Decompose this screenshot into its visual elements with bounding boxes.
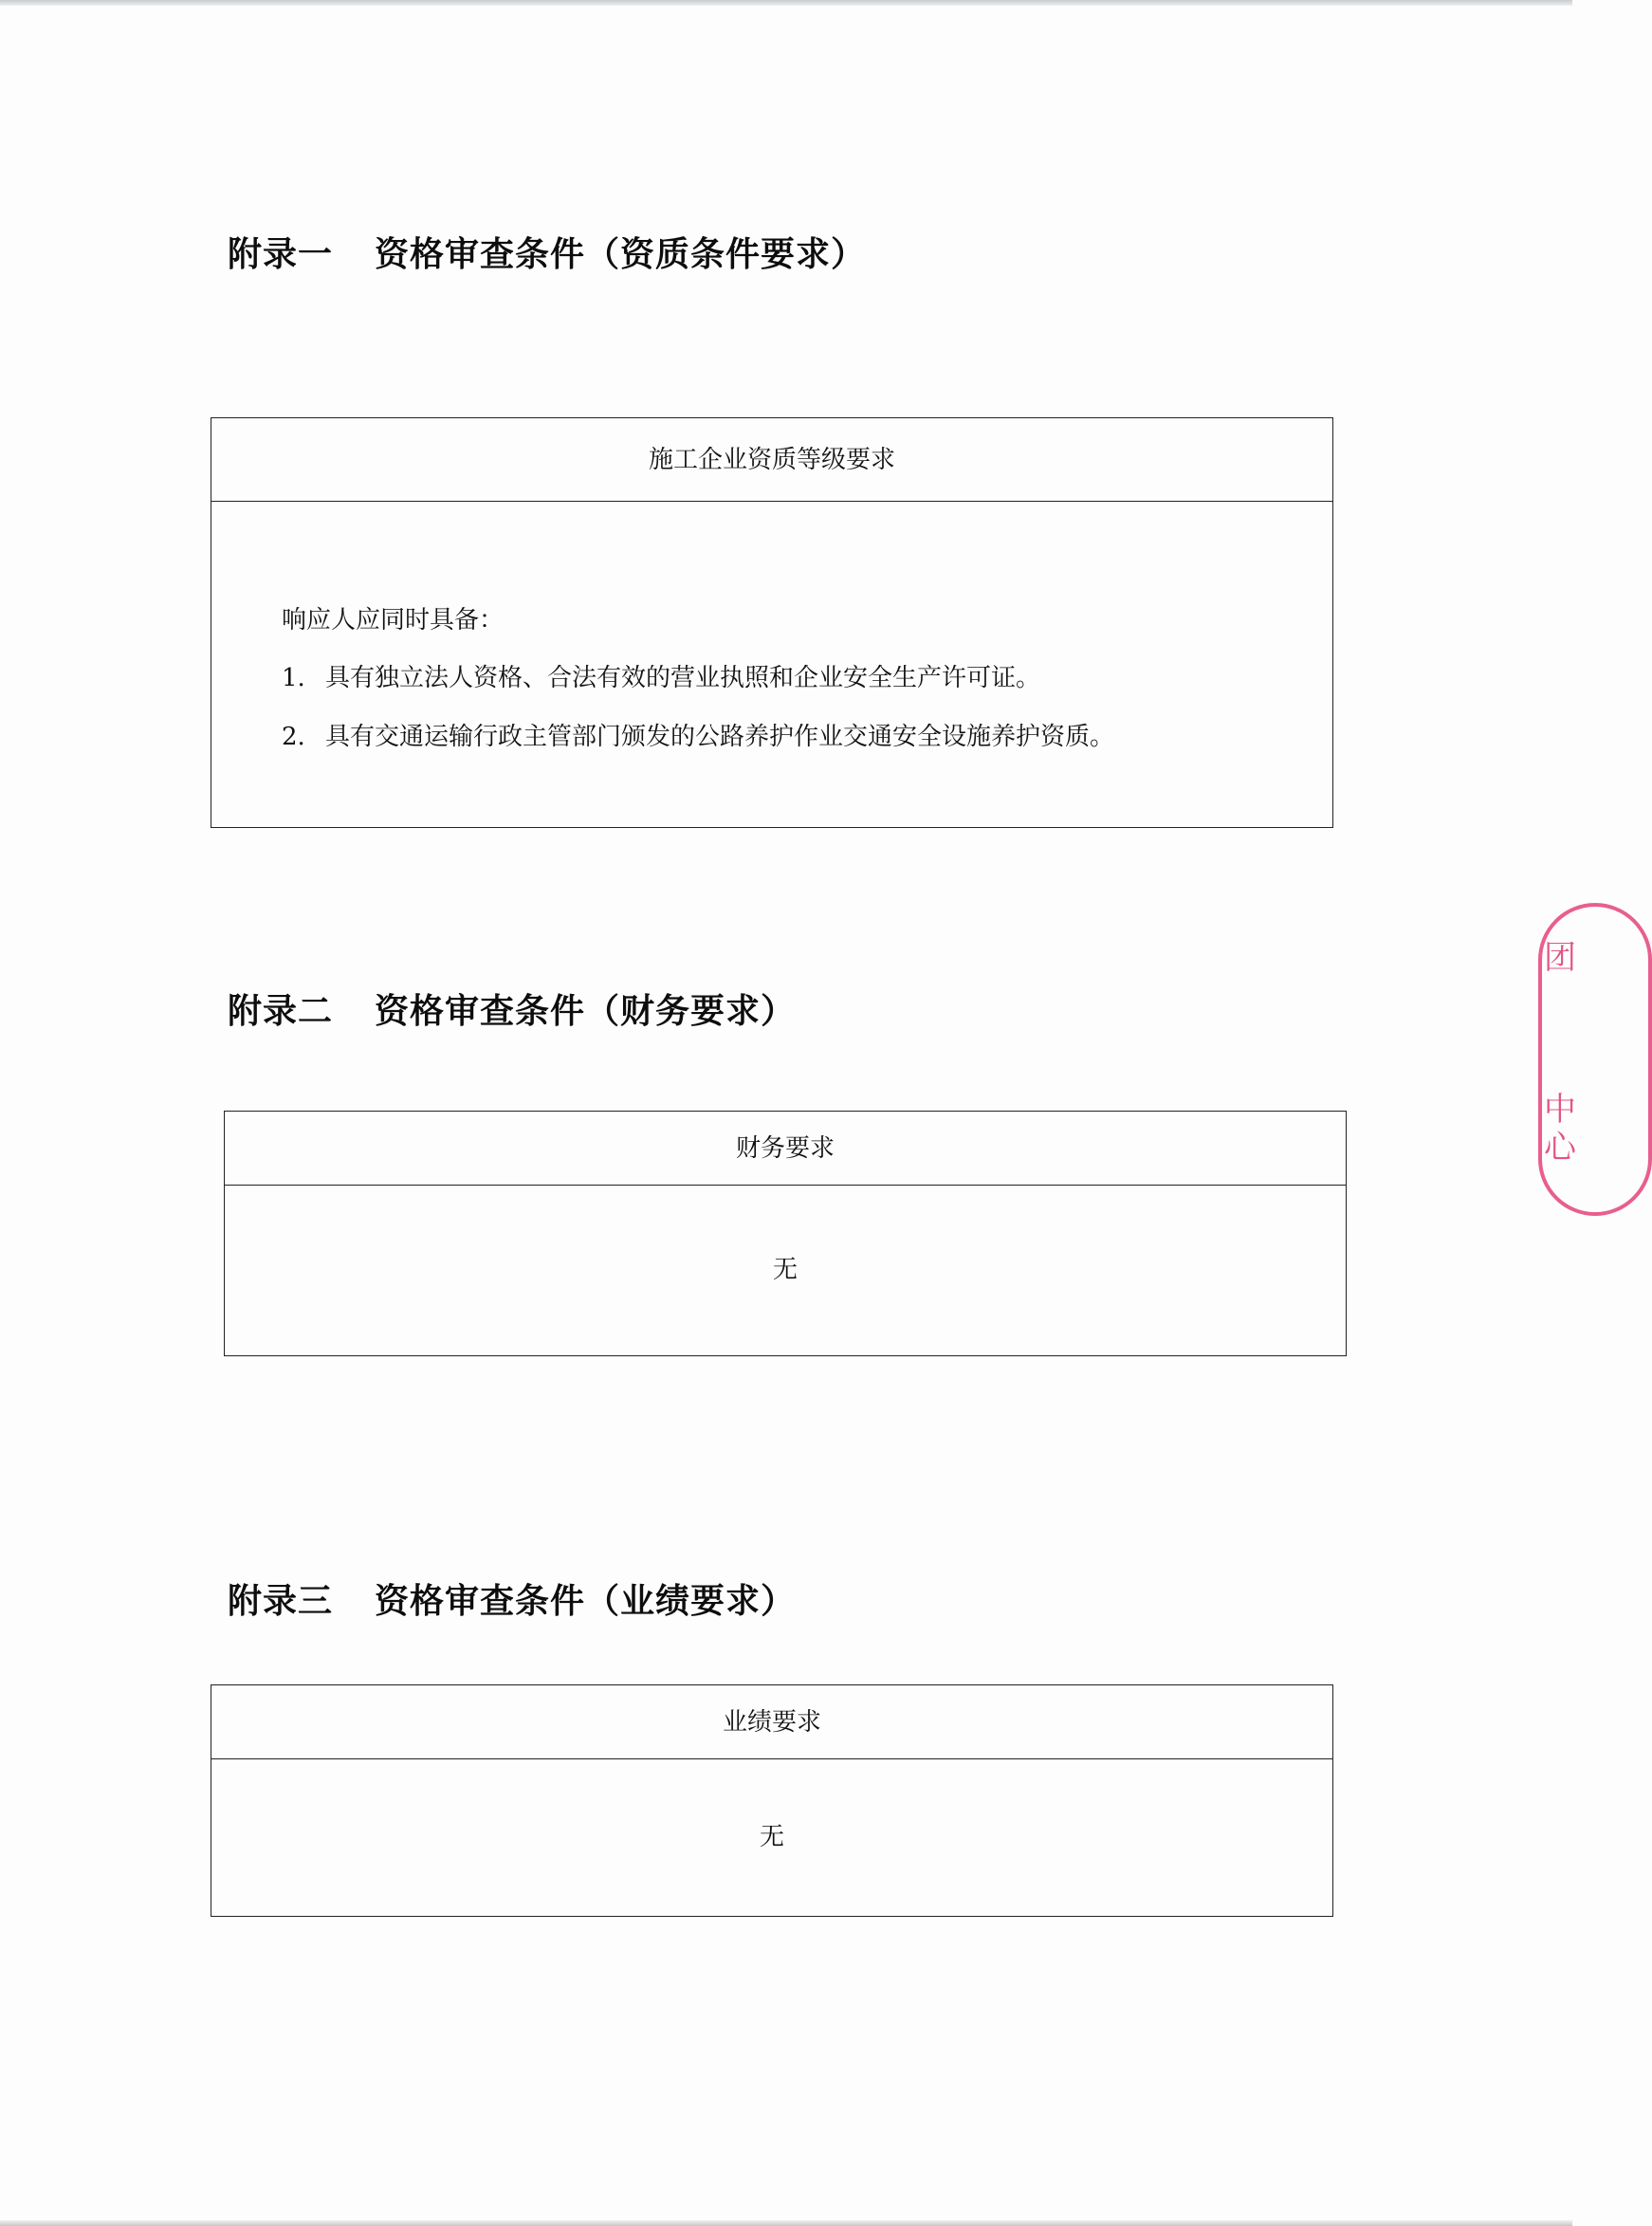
seal-text-fragment: 中心: [1544, 1091, 1576, 1167]
appendix3-title: 资格审查条件（业绩要求）: [375, 1582, 797, 1621]
financial-table-header: 财务要求: [225, 1112, 1346, 1186]
requirement-index: 1.: [282, 664, 305, 692]
appendix1-number: 附录一: [228, 235, 334, 274]
performance-requirements-table: [211, 1684, 1333, 1917]
qualification-requirements-table: [211, 417, 1333, 828]
scan-edge-bottom: [0, 2220, 1572, 2226]
financial-table-content: 无: [772, 1256, 798, 1284]
seal-text-fragment: 团: [1544, 939, 1576, 977]
financial-requirements-table: [224, 1111, 1347, 1356]
appendix3-number: 附录三: [228, 1582, 334, 1621]
appendix3-heading: [228, 1581, 796, 1623]
qualification-table-body: [211, 502, 1332, 827]
requirement-index: 2.: [282, 723, 305, 751]
appendix2-number: 附录二: [228, 992, 334, 1031]
requirement-text: 具有交通运输行政主管部门颁发的公路养护作业交通安全设施养护资质。: [325, 723, 1115, 751]
appendix2-title: 资格审查条件（财务要求）: [375, 992, 797, 1031]
requirements-intro: 响应人应同时具备：: [282, 606, 505, 635]
requirement-item: [282, 661, 1040, 695]
qualification-table-header: 施工企业资质等级要求: [211, 418, 1332, 502]
requirement-text: 具有独立法人资格、合法有效的营业执照和企业安全生产许可证。: [325, 664, 1041, 692]
appendix1-title: 资格审查条件（资质条件要求）: [375, 235, 867, 274]
appendix1-heading: [228, 234, 866, 276]
performance-table-content: 无: [759, 1823, 784, 1851]
requirement-item: [282, 720, 1114, 754]
scan-edge-top: [0, 0, 1572, 6]
appendix2-heading: [228, 991, 796, 1033]
performance-table-header: 业绩要求: [211, 1685, 1332, 1759]
